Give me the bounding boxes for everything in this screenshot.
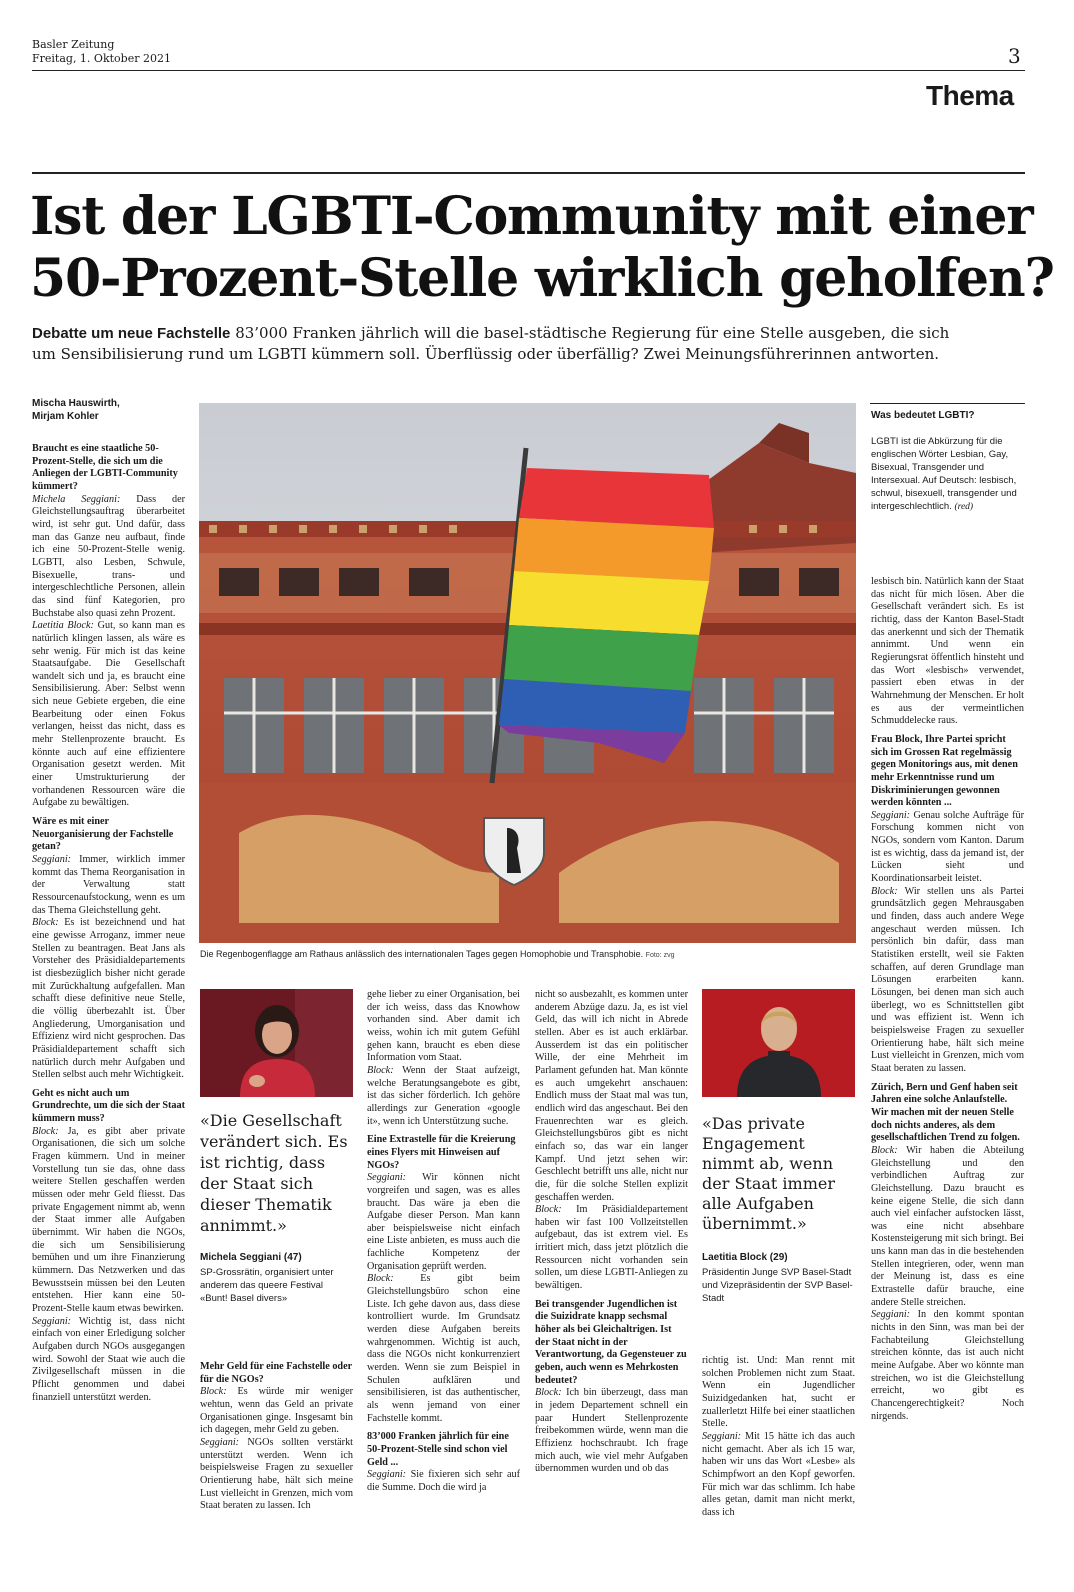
speaker-label: Block: [367, 1064, 403, 1076]
answer-text: Immer, wirklich immer kommt das Thema Reorganisation in der Verwaltung statt Ressourcenaufstockung, wenn es um das Thema Gleichstellung geht. [32, 854, 186, 916]
answer-text: Genau solche Aufträge für Forschung kommen nicht von NGOs, sondern vom Kanton. Darum ist es wichtig, dass da jemand ist, der Lücken sieht und Koordinationsarbeit leistet. [871, 809, 1024, 885]
answer-text: Wichtig ist, dass nicht einfach von einer Erledigung solcher Aufgaben durch NGOs ausgegangen wird. Sowohl der Staat wie auch die Zivilgesellschaft müssen in die Pflicht genommen und dabei finanziell unterstützt werden. [32, 1315, 186, 1403]
interview-answer [200, 1386, 353, 1437]
quote-seggiani: «Die Gesellschaft verändert sich. Es ist richtig, dass der Staat sich dieser Thematik annimmt.» [200, 1111, 348, 1235]
role-seggiani: SP-Grossrätin, organisiert unter anderem das queere Festival «Bunt! Basel divers» [200, 1267, 334, 1304]
interview-question: Eine Extrastelle für die Kreierung eines Flyers mit Hinweisen auf NGOs? [367, 1134, 516, 1171]
text-column-5 [702, 1355, 855, 1520]
interview-answer [535, 1387, 688, 1476]
photo-credit: Foto: zvg [645, 952, 675, 959]
speaker-label: Michela Seggiani: [32, 493, 137, 505]
text-column-6 [871, 576, 1024, 1423]
answer-text: Wir haben die Abteilung Gleichstellung und den verbindlichen Auftrag zur Gleichstellung. Dazu braucht es keine eigene Stelle, die sich dann auch viel einfacher aufstocken lässt, was eine nicht absehbare Kostensteigerung mit sich bringt. Bei uns kann man das in die bestehenden Stellen integrieren, oder, wenn man der Meinung ist, dass es eine Extrastelle dafür brauche, eine andere Stelle streichen. [871, 1144, 1024, 1308]
headline-rule [32, 172, 1025, 174]
interview-question: Mehr Geld für eine Fachstelle oder für die NGOs? [200, 1361, 352, 1385]
speaker-label: Seggiani: [32, 854, 80, 865]
sidebar-title: Was bedeutet LGBTI? [871, 410, 975, 421]
interview-answer [32, 917, 185, 1082]
speaker-label: Block: [535, 1387, 567, 1399]
issue-date: Freitag, 1. Oktober 2021 [32, 52, 171, 65]
portrait-block [702, 989, 855, 1097]
interview-question: Frau Block, Ihre Partei spricht sich im Grossen Rat regelmässig gegen Monitorings aus, mit denen mehr Erkenntnisse rund um Diskriminierungen gewonnen werden könnten ... [871, 733, 1018, 809]
interview-answer [367, 1273, 520, 1425]
lead-paragraph [32, 323, 1032, 365]
interview-answer [702, 1355, 855, 1431]
answer-text: Wir stellen uns als Partei grundsätzlich gegen Mehrausgaben und finden, dass auch andere Wege angeschaut werden müssen. Ich persönlich bin dafür, dass man Statistiken erstellt, weil sie Fakten schaffen, auf deren Grundlage man Lösungen erarbeiten kann. Lösungen, bei denen man sich auch überlegt, wo es Schnittstellen gibt und was effizient ist. Wenn ich beispielsweise Fragen zu sexueller Orientierung habe, hält sich meine Lust vielleicht in Grenzen, mich vom Staat beraten zu lassen. [871, 885, 1024, 1074]
interview-answer [367, 1065, 520, 1128]
answer-text: Mit 15 hätte ich das auch nicht gemacht. Aber als ich 15 war, haben wir uns das Wort «Lesbe» als Schimpfwort an den Kopf geworfen. Für mich war das schlimm. Ich habe alles getan, damit man nicht merkt, dass ich [702, 1430, 855, 1518]
interview-question: Wäre es mit einer Neuorganisierung der Fachstelle getan? [32, 816, 174, 853]
speaker-label: Block: [871, 885, 905, 897]
interview-answer [32, 620, 185, 810]
headline-line-2: 50-Prozent-Stelle wirklich geholfen? [30, 248, 1054, 309]
speaker-label: Laetitia Block: [32, 620, 98, 632]
interview-answer [871, 1145, 1024, 1310]
interview-answer [871, 1309, 1024, 1423]
answer-text: Im Präsidialdepartement haben wir fast 100 Vollzeitstellen aufgebaut, das ist extrem viel. Es irritiert mich, dass jetzt plötzlich die Ressourcen nicht vorhanden sein sollen, um diese LGBTI-Anliegen zu bewältigen. [535, 1204, 688, 1292]
photo-caption [200, 949, 674, 959]
answer-text: Ich bin überzeugt, dass man in jedem Departement schnell ein paar Hundert Stellenprozente freibekommen würde, wenn man die Effizienz hochschraubt. Ich frage mich auch, wie viel mehr Aufgaben übernommen wurden und ob das [535, 1387, 688, 1475]
interview-answer [200, 1437, 353, 1513]
lead-kicker: Debatte um neue Fachstelle [32, 325, 231, 342]
photo-caption-text: Die Regenbogenflagge am Rathaus anlässlich des internationalen Tages gegen Homophobie und Transphobie. [200, 949, 644, 959]
speaker-label: Seggiani: [367, 1172, 423, 1184]
answer-text: Dass der Gleichstellungsauftrag überarbeitet wird, ist sehr gut. Und dafür, dass man das Ganze neu aufbaut, finde ich eine 50-Prozent-Stelle wenig. LGBTI, also Lesben, Schwule, Bisexuelle, trans- und intergeschlechtliche Personen, allein das sind fünf Kategorien, pro Buchstabe also quasi zehn Prozent. [32, 493, 185, 619]
name-seggiani: Michela Seggiani (47) [200, 1252, 302, 1263]
answer-text: Sie fixieren sich sehr auf die Summe. Doch die wird ja [367, 1469, 520, 1493]
interview-answer [32, 1126, 185, 1316]
interview-question: Bei transgender Jugendlichen ist die Suizidrate knapp sechsmal höher als bei Gleichaltrigen. Ist der Staat nicht in der Verantwortung, da Gegensteuer zu geben, auch wenn es Mehrkosten bedeutet? [535, 1298, 687, 1386]
headline-line-1: Ist der LGBTI-Community mit einer [30, 186, 1033, 247]
page-number: 3 [1008, 44, 1021, 68]
author-line-1: Mischa Hauswirth, [32, 398, 120, 409]
portrait-block-illustration [702, 989, 855, 1097]
rainbow-flag [499, 468, 714, 763]
lead-text-1: 83’000 Franken jährlich will die basel-städtische Regierung für eine Stelle ausgeben, die sich [235, 324, 950, 342]
answer-text: Es ist bezeichnend und hat eine gewisse Arroganz, immer neue Stellen zu beantragen. Beat Jans als Vorsteher des Präsidialdepartements ist diesbezüglich bisher nicht gerade mit Zurückhaltung aufgefallen. Man schafft diese definitive neue Stelle, die völlig überbezahlt ist. Über Angliederung, Umorganisation und Effizienz wird nicht gesprochen. Das Präsidialdepartement schafft sich natürlich durch mehr Aufgaben und Stellen selbst auch mehr Wichtigkeit. [32, 917, 185, 1081]
interview-question: Braucht es eine staatliche 50-Prozent-Stelle, die sich um die Anliegen der LGBTI-Community kümmert? [32, 443, 178, 492]
answer-text: nicht so ausbezahlt, es kommen unter anderem Abzüge dazu. Ja, es ist viel Geld, das will ich nicht in Abrede stellen. Aber es ist auch erklärbar. Ausserdem ist das ein politischer Wille, der eine Mehrheit im Parlament gefunden hat. Man könnte es auch umgekehrt anschauen: Endlich muss der Staat mal was tun, endlich wird das angeschaut. Bei den Frauenrechten war es gleich. Gleichstellungsbüros gibt es nicht einfach so, das war ein langer Kampf. Und jetzt sehen wir: Geschlecht betrifft uns alle, nicht nur die, für die solche Stellen explizit geschaffen werden. [535, 989, 688, 1203]
sidebar-rule [870, 403, 1025, 404]
paper-name: Basler Zeitung [32, 38, 115, 51]
header-rule [32, 70, 1025, 71]
interview-answer [32, 494, 185, 621]
text-column-4 [535, 989, 688, 1476]
answer-text: Gut, so kann man es natürlich klingen lassen, als wäre es sehr wenig. Für mich ist das keine Staatsaufgabe. Die Gesellschaft wandelt sich und ja, es braucht eine Sensibilisierung. Aber: Selbst wenn sich neue Gebiete ergeben, die eine Bearbeitung oder einen Fokus verlangen, heisst das nicht, dass es mehr Stellenprozente braucht. Es könnte auch auf eine effizientere Organisation gesetzt werden. Mit einer Umstrukturierung der vorhandenen Ressourcen wäre die Aufgabe zu bewältigen. [32, 620, 186, 809]
interview-answer [702, 1431, 855, 1520]
interview-answer [871, 810, 1024, 886]
speaker-label: Block: [32, 917, 65, 929]
text-column-2 [200, 1355, 353, 1513]
answer-text: Es würde mir weniger wehtun, wenn das Geld an private Organisationen ginge. Insgesamt bin ich dagegen, mehr Geld zu geben. [200, 1386, 353, 1436]
interview-answer [535, 1204, 688, 1293]
answer-text: lesbisch bin. Natürlich kann der Staat das nicht für mich lösen. Aber die Gesellschaft verändert sich. Es ist richtig, dass der Kanton Basel-Stadt das anerkennt und sich der Thematik annimmt. Und wenn ein Regierungsrat öffentlich hinsteht und das Wort «lesbisch» verwendet, passiert eben etwas in der Wahrnehmung der Menschen. Er holt es aus der vermeintlichen Schmuddelecke raus. [871, 576, 1024, 727]
speaker-label: Seggiani: [32, 1315, 79, 1327]
answer-text: NGOs sollten verstärkt unterstützt werden. Wenn ich beispielsweise Fragen zu sexueller Orientierung habe, hält sich meine Lust vielleicht in Grenzen, mich vom Staat beraten zu lassen. Ich [200, 1436, 354, 1512]
headline [30, 186, 1054, 310]
rathaus-flag-illustration [199, 403, 856, 943]
speaker-label: Block: [367, 1273, 421, 1285]
answer-text: gehe lieber zu einer Organisation, bei der ich weiss, dass das Knowhow vorhanden sind. Aber damit ich weiss, wohin ich mit gutem Gefühl gehen kann, braucht es eben diese Information vom Staat. [367, 989, 520, 1064]
speaker-label: Block: [200, 1386, 238, 1398]
interview-question: Geht es nicht auch um Grundrechte, um die sich der Staat kümmern muss? [32, 1087, 186, 1125]
author-byline [32, 398, 120, 423]
portrait-seggiani-illustration [200, 989, 353, 1097]
speaker-label: Seggiani: [702, 1430, 746, 1442]
role-block: Präsidentin Junge SVP Basel-Stadt und Vizepräsidentin der SVP Basel-Stadt [702, 1267, 853, 1304]
portrait-seggiani [200, 989, 353, 1097]
interview-answer [871, 886, 1024, 1076]
text-column-1 [32, 437, 185, 1404]
answer-text: Wenn der Staat aufzeigt, welche Beratungsangebote es gibt, ist das sicher förderlich. Ich gehöre allerdings zur Generation «google it», wenn ich Unterstützung suche. [367, 1064, 520, 1127]
text-column-3 [367, 989, 520, 1495]
main-photo [199, 403, 856, 943]
interview-answer [871, 576, 1024, 728]
speaker-label: Seggiani: [871, 1309, 918, 1321]
interview-answer [32, 1316, 185, 1405]
section-label: Thema [926, 80, 1014, 111]
answer-text: Es gibt beim Gleichstellungsbüro schon eine Liste. Ich gehe davon aus, dass diese kontrolliert wurde. Im Grundsatz werden diese Aufgaben bereits wahrgenommen. Wichtig ist auch, dass die NGOs nicht konkurrenziert werden. Wenn sie zum Beispiel in Schulen aufklären und sensibilisieren, ist das authentischer, als wenn jemand von einer Fachstelle kommt. [367, 1273, 520, 1424]
interview-question: Zürich, Bern und Genf haben seit Jahren eine solche Anlaufstelle. Wir machen mit der neuen Stelle doch nichts anderes, als dem gesellschaftlichen Trend zu folgen. [871, 1081, 1020, 1144]
answer-text: Ja, es gibt aber private Organisationen, die sich um solche Fragen kümmern. Und in meiner Vorstellung tun sie das, ohne dass weitere Stellen geschaffen werden müssen oder mehr Geld fliesst. Das private Engagement nimmt ab, wenn der Staat immer alle Aufgaben übernimmt. Wir haben die NGOs, die sich um Sensibilisierung bemühen und um ihre Finanzierung kümmern. Das Netzwerken und das Bewusstsein müssen bei den Leuten entstehen. Hier kann eine 50-Prozent-Stelle kaum etwas bewirken. [32, 1125, 185, 1314]
interview-question: 83’000 Franken jährlich für eine 50-Prozent-Stelle sind schon viel Geld ... [367, 1431, 509, 1468]
speaker-label: Seggiani: [871, 809, 914, 821]
speaker-label: Block: [32, 1125, 68, 1137]
answer-text: richtig ist. Und: Man rennt mit solchen Problemen nicht zum Staat. Wenn ein Jugendlicher Suizidgedanken hat, sucht er zuallerletzt Hilfe bei einer staatlichen Stelle. [702, 1355, 855, 1430]
speaker-label: Seggiani: [200, 1436, 248, 1448]
author-line-2: Mirjam Kohler [32, 410, 99, 422]
interview-answer [367, 1469, 520, 1494]
quote-block: «Das private Engagement nimmt ab, wenn der Staat immer alle Aufgaben übernimmt.» [702, 1114, 836, 1233]
name-block: Laetitia Block (29) [702, 1252, 788, 1263]
sidebar-box [871, 435, 1023, 514]
sidebar-text: LGBTI ist die Abkürzung für die englischen Wörter Lesbian, Gay, Bisexual, Transgender und Intersexual. Auf Deutsch: lesbisch, schwul, bisexuell, transgender und intergeschlechtlich. [871, 436, 1017, 512]
interview-answer [367, 1172, 520, 1273]
answer-text: Wir können nicht vorgreifen und sagen, was es alles braucht. Das wäre ja eben die Aufgabe dieser Person. Man kann aber beispielsweise nicht einfach eine Liste anbieten, es muss auch die fachliche Kompetenz der Organisation geprüft werden. [367, 1172, 521, 1272]
answer-text: In den kommt spontan nichts in den Sinn, was man bei der Fachabteilung Gleichstellung streichen könnte, das ist auch nicht meine Aufgabe. Aber wo könnte man streichen, wo ist die Gleichstellung erreicht, wo gibt es Chancengerechtigkeit? Noch nirgends. [871, 1309, 1024, 1422]
interview-answer [535, 989, 688, 1204]
sidebar-signoff: (red) [954, 502, 974, 512]
speaker-label: Block: [871, 1144, 907, 1156]
interview-answer [32, 854, 185, 917]
speaker-label: Seggiani: [367, 1469, 411, 1481]
lead-text-2: um Sensibilisierung rund um LGBTI kümmern soll. Überflüssig oder überfällig? Zwei Meinungsführerinnen antworten. [32, 345, 940, 363]
speaker-label: Block: [535, 1204, 577, 1216]
interview-answer [367, 989, 520, 1065]
